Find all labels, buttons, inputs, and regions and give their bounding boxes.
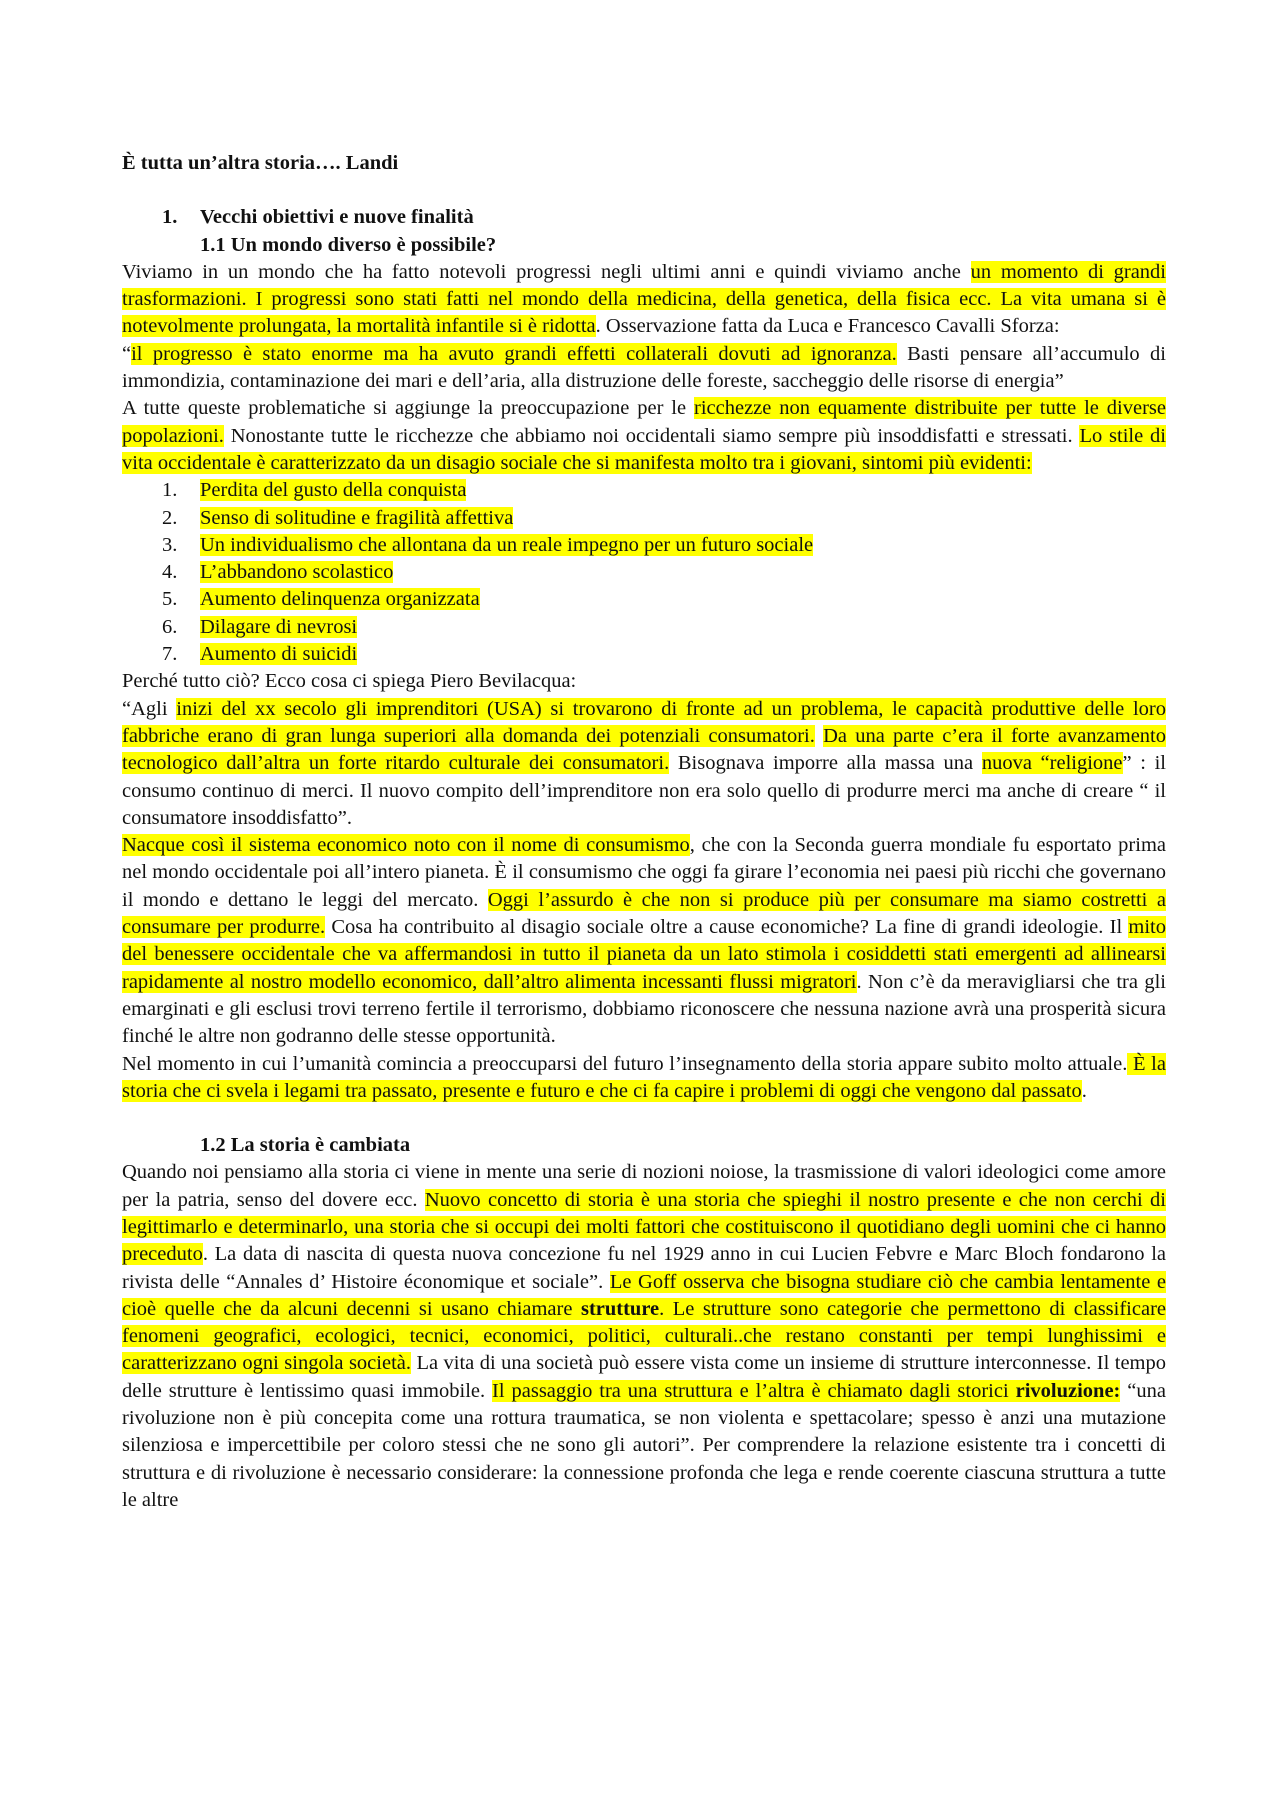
list-item-text: Dilagare di nevrosi: [200, 615, 358, 638]
document-page: [122, 150, 1166, 1514]
highlighted-text: Le Goff osserva che bisogna studiare ciò che cambia lentamente e cioè quelle che da alcuni decenni si usano chiamare: [122, 1270, 1166, 1320]
bold-highlighted-term: rivoluzione:: [1015, 1379, 1121, 1402]
text-run: .: [1081, 1079, 1087, 1102]
section-title: Vecchi obiettivi e nuove finalità: [200, 206, 474, 229]
text-run: Viviamo in un mondo che ha fatto notevoli progressi negli ultimi anni e quindi viviamo anche: [122, 260, 971, 283]
list-item: [122, 586, 1166, 613]
paragraph-5: [122, 696, 1166, 832]
list-item: [122, 641, 1166, 668]
text-run: Bisognava imporre alla massa una: [669, 752, 982, 775]
section-number: 1.: [162, 206, 178, 229]
list-item-text: Aumento delinquenza organizzata: [200, 588, 480, 611]
text-run: ” : il consumo continuo di merci. Il nuovo compito dell’imprenditore non era solo quello di produrre merci ma anche di creare “ il consumatore insoddisfatto”.: [122, 752, 1167, 829]
text-run: . Osservazione fatta da Luca e Francesco Cavalli Sforza:: [595, 315, 1060, 338]
list-item: [122, 532, 1166, 559]
list-item: [122, 505, 1166, 532]
section-heading-1: [122, 204, 1166, 231]
highlighted-text: un momento di grandi trasformazioni. I progressi sono stati fatti nel mondo della medicina, della genetica, della fisica ecc. La vita umana si è notevolmente prolungata, la mortalità infantile si è ridotta: [122, 260, 1166, 338]
text-run: . La data di nascita di questa nuova concezione fu nel 1929 anno in cui Lucien Febvre e Marc Bloch fondarono la rivista delle “Annales d’ Histoire économique et sociale”.: [122, 1243, 1166, 1293]
paragraph-4: Perché tutto ciò? Ecco cosa ci spiega Piero Bevilacqua:: [122, 670, 577, 693]
highlighted-text: nuova “religione: [981, 752, 1123, 775]
text-run: Cosa ha contribuito al disagio sociale oltre a cause economiche? La fine di grandi ideologie. Il: [325, 916, 1129, 939]
list-item-text: Perdita del gusto della conquista: [200, 479, 467, 502]
list-item-text: Aumento di suicidi: [200, 643, 358, 666]
list-number: 4.: [162, 561, 178, 584]
text-run: Nel momento in cui l’umanità comincia a preoccuparsi del futuro l’insegnamento della storia appare subito molto attuale.: [122, 1052, 1128, 1075]
list-number: 6.: [162, 615, 178, 638]
list-item: [122, 614, 1166, 641]
list-item-text: Un individualismo che allontana da un reale impegno per un futuro sociale: [200, 533, 814, 556]
highlighted-text: Oggi l’assurdo è che non si produce più per consumare ma siamo costretti a consumare per produrre.: [122, 888, 1166, 939]
text-run: [815, 725, 823, 747]
highlighted-text: il progresso è stato enorme ma ha avuto grandi effetti collaterali dovuti ad ignoranza.: [131, 342, 897, 365]
text-run: A tutte queste problematiche si aggiunge la preoccupazione per le: [122, 397, 695, 420]
highlighted-text: Nuovo concetto di storia è una storia che spieghi il nostro presente e che non cerchi di legittimarlo e determinarlo, una storia che si occupi dei molti fattori che costituiscono il quotidiano degli uomini che ci hanno preceduto: [122, 1188, 1166, 1266]
highlighted-text: Lo stile di vita occidentale è caratterizzato da un disagio sociale che si manifesta molto tra i giovani, sintomi più evidenti:: [122, 424, 1166, 474]
subsection-heading-1-2: 1.2 La storia è cambiata: [200, 1134, 411, 1157]
blank-line: [122, 1105, 1166, 1132]
list-item: [122, 559, 1166, 586]
highlighted-text: Da una parte c’era il forte avanzamento tecnologico dall’altra un forte ritardo culturale dei consumatori.: [122, 724, 1166, 775]
highlighted-text: inizi del xx secolo gli imprenditori (USA) si trovarono di fronte ad un problema, le capacità produttive delle loro fabbriche erano di gran lunga superiori alla domanda dei potenziali consumatori.: [122, 697, 1167, 747]
highlighted-text: mito del benessere occidentale che va affermandosi in tutto il pianeta da un lato stimola i cosiddetti stati emergenti ad allinearsi rapidamente al nostro modello economico, dall’altro alimenta incessanti flussi migratori: [122, 916, 1166, 993]
bold-highlighted-term: strutture: [580, 1297, 660, 1320]
list-number: 5.: [162, 588, 178, 611]
highlighted-text: È la storia che ci svela i legami tra passato, presente e futuro e che ci fa capire i problemi di oggi che vengono dal passato: [122, 1052, 1166, 1102]
highlighted-text: ricchezze non equamente distribuite per tutte le diverse popolazioni.: [122, 397, 1167, 447]
paragraph-3: [122, 395, 1166, 477]
text-run: , che con la Seconda guerra mondiale fu esportato prima nel mondo occidentale poi all’intero pianeta. È il consumismo che oggi fa girare l’economia nei paesi più ricchi che governano il mondo e dettano le leggi del mercato.: [122, 834, 1166, 911]
list-item: [122, 477, 1166, 504]
paragraph-7: [122, 1051, 1166, 1106]
list-item-text: Senso di solitudine e fragilità affettiva: [200, 506, 514, 529]
highlighted-text: Nacque così il sistema economico noto con il nome di consumismo: [122, 834, 690, 857]
paragraph-2: [122, 341, 1166, 396]
list-number: 7.: [162, 643, 178, 666]
paragraph-6: [122, 832, 1166, 1050]
document-title: È tutta un’altra storia…. Landi: [122, 152, 399, 174]
paragraph-8: [122, 1159, 1166, 1514]
list-number: 1.: [162, 479, 178, 502]
list-item-text: L’abbandono scolastico: [200, 561, 394, 584]
highlighted-text: . Le strutture sono categorie che permettono di classificare fenomeni geografici, ecologici, tecnici, economici, politici, culturali..che restano constanti per tempi lunghissimi e caratterizzano ogni singola società.: [122, 1297, 1166, 1375]
text-run: . Non c’è da meravigliarsi che tra gli emarginati e gli esclusi trovi terreno fertile il terrorismo, dobbiamo riconoscere che nessuna nazione avrà una prosperità sicura finché le altre non godranno delle stesse opportunità.: [122, 970, 1166, 1048]
highlighted-text: Il passaggio tra una struttura e l’altra è chiamato dagli storici: [492, 1379, 1016, 1402]
text-run: Nonostante tutte le ricchezze che abbiamo noi occidentali siamo sempre più insoddisfatti e stressati.: [223, 424, 1080, 447]
paragraph-1: [122, 259, 1166, 341]
list-number: 3.: [162, 533, 178, 556]
text-run: “una rivoluzione non è più concepita come una rottura traumatica, se non violenta e spettacolare; spesso è anzi una mutazione silenziosa e impercettibile per coloro stessi che ne sono gli autori”. Per comprendere la relazione esistente tra i concetti di struttura e di rivoluzione è necessario considerare: la connessione profonda che lega e rende coerente ciascuna struttura a tutte le altre: [122, 1379, 1166, 1511]
text-run: “: [122, 342, 132, 365]
list-number: 2.: [162, 506, 178, 529]
text-run: La vita di una società può essere vista come un insieme di strutture interconnesse. Il tempo delle strutture è lentissimo quasi immobile.: [122, 1352, 1166, 1402]
text-run: Quando noi pensiamo alla storia ci viene in mente una serie di nozioni noiose, la trasmissione di valori ideologici come amore per la patria, senso del dovere ecc.: [122, 1161, 1166, 1211]
subsection-heading-1-1: 1.1 Un mondo diverso è possibile?: [200, 233, 497, 256]
text-run: “Agli: [122, 697, 177, 720]
text-run: Basti pensare all’accumulo di immondizia, contaminazione dei mari e dell’aria, alla distruzione delle foreste, saccheggio delle risorse di energia”: [122, 342, 1166, 393]
symptoms-list: [122, 477, 1166, 668]
